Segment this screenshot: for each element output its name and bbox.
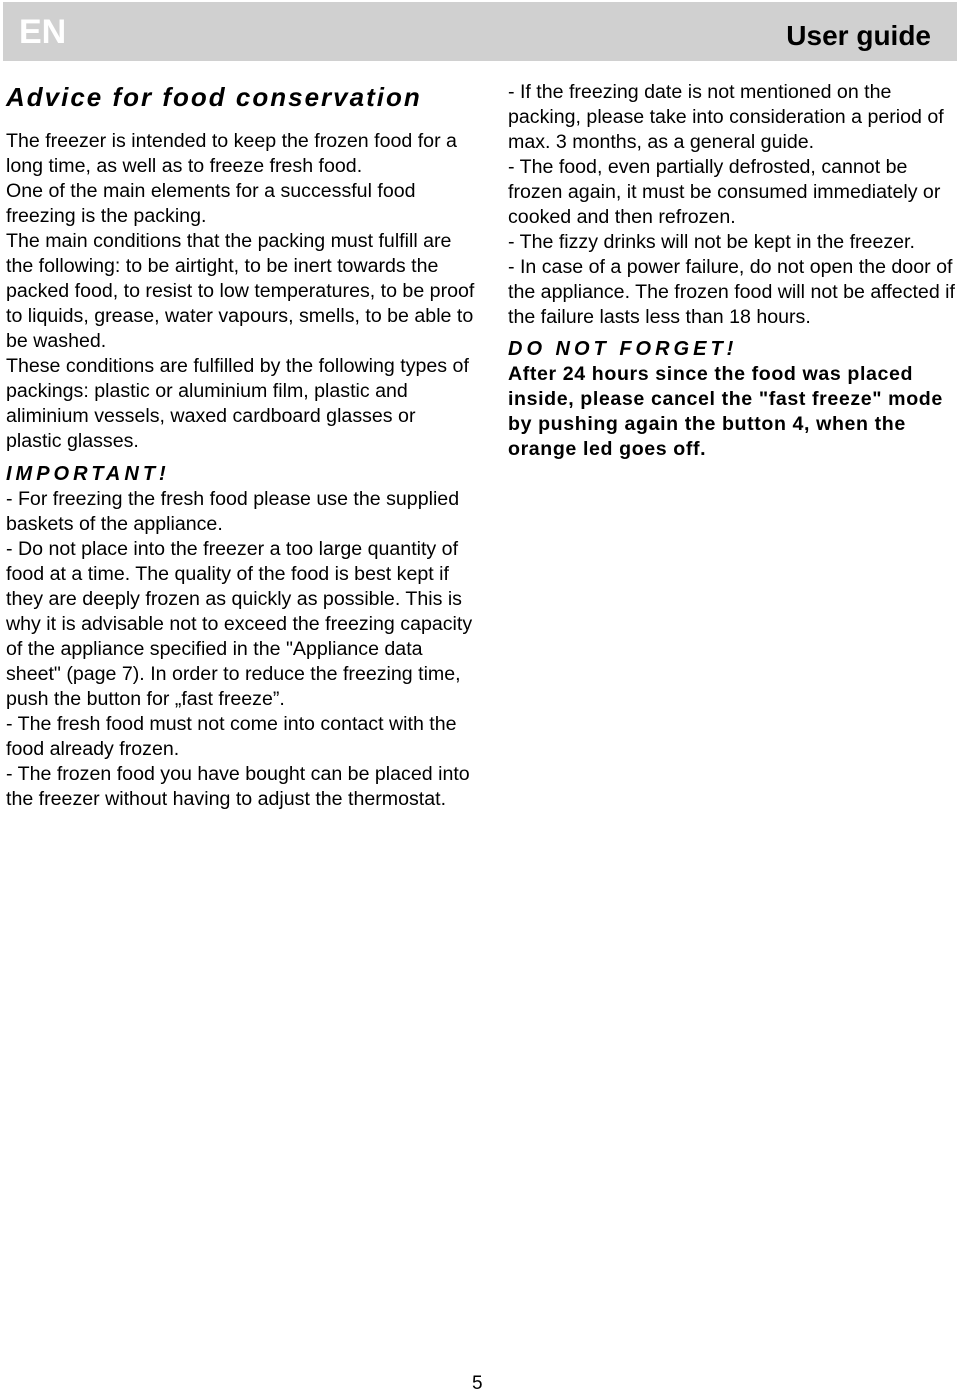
paragraph-conditions: The main conditions that the packing must fulfill are the following: to be airtight, to be inert towards the packed food, to resist to low temperatures, to be proof to liquids, grease, water vapours, smells, to be able to be washed. <box>6 230 475 352</box>
list-item: - If the freezing date is not mentioned on the packing, please take into consideration a period of max. 3 months, as a general guide. <box>508 81 944 153</box>
language-label: EN <box>19 13 67 51</box>
list-item: - In case of a power failure, do not open the door of the appliance. The frozen food will not be affected if the failure lasts less than 18 hours. <box>508 256 955 328</box>
fast-freeze-warning: After 24 hours since the food was placed inside, please cancel the "fast freeze" mode by pushing again the button 4, when the orange led goes off. <box>508 363 943 460</box>
page-header <box>3 2 957 61</box>
important-heading: IMPORTANT! <box>6 463 170 485</box>
right-column <box>508 80 956 462</box>
list-item: - The frozen food you have bought can be placed into the freezer without having to adjust the thermostat. <box>6 763 470 810</box>
paragraph-intro: The freezer is intended to keep the frozen food for a long time, as well as to freeze fresh food. <box>6 130 457 177</box>
left-column <box>6 80 476 812</box>
document-title: User guide <box>786 20 931 51</box>
page-number: 5 <box>472 1373 483 1394</box>
list-item: - The fresh food must not come into contact with the food already frozen. <box>6 713 457 760</box>
paragraph-packing-types: These conditions are fulfilled by the following types of packings: plastic or aluminium film, plastic and aliminium vessels, waxed cardboard glasses or plastic glasses. <box>6 355 469 452</box>
dont-forget-heading: DO NOT FORGET! <box>508 338 738 360</box>
section-heading: Advice for food conservation <box>6 82 422 112</box>
list-item: - The food, even partially defrosted, cannot be frozen again, it must be consumed immediately or cooked and then refrozen. <box>508 156 941 228</box>
paragraph-packing: One of the main elements for a successful food freezing is the packing. <box>6 180 416 227</box>
list-item: - The fizzy drinks will not be kept in the freezer. <box>508 231 915 253</box>
list-item: - For freezing the fresh food please use the supplied baskets of the appliance. <box>6 488 460 535</box>
list-item: - Do not place into the freezer a too large quantity of food at a time. The quality of the food is best kept if they are deeply frozen as quickly as possible. This is why it is advisable not to exceed the freezing capacity of the appliance specified in the "Appliance data sheet" (page 7). In order to reduce the freezing time, push the button for „fast freeze”. <box>6 538 473 710</box>
